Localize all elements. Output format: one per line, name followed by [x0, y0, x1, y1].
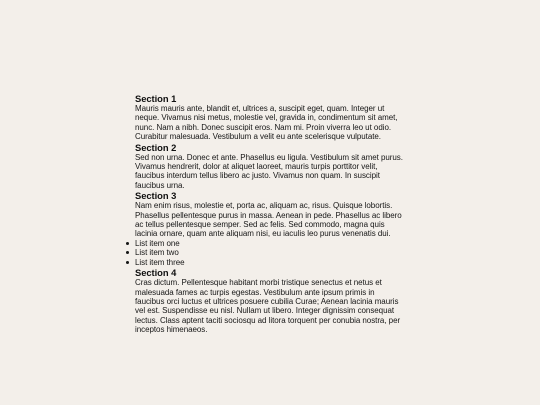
section-body-2: Sed non urna. Donec et ante. Phasellus eu ligula. Vestibulum sit amet purus. Vivamus hendrerit, dolor at aliquet laoreet, mauris turpis porttitor velit, faucibus interdum tellus libero ac justo. Vivamus non quam. In suscipit faucibus urna. [135, 152, 403, 190]
bullet-icon [126, 261, 129, 264]
list-item [135, 239, 405, 248]
section-heading-4: Section 4 [135, 267, 177, 279]
list-item [135, 248, 405, 257]
list-item-text: List item one [135, 238, 180, 248]
section-heading-2: Section 2 [135, 141, 177, 153]
list-item [135, 258, 405, 267]
list-item-text: List item three [135, 257, 185, 267]
section-body-4: Cras dictum. Pellentesque habitant morbi tristique senectus et netus et malesuada fames ac turpis egestas. Vestibulum ante ipsum primis in faucibus orci luctus et ultrices posuere cubilia Curae; Aenean lacinia mauris vel est. Suspendisse eu nisl. Nullam ut libero. Integer dignissim consequat lectus. Class aptent taciti sociosqu ad litora torquent per conubia nostra, per inceptos himenaeos. [135, 278, 401, 335]
section-heading-3: Section 3 [135, 190, 177, 202]
section-heading-1: Section 1 [135, 93, 177, 104]
list-item-text: List item two [135, 248, 179, 258]
bullet-icon [126, 251, 129, 254]
bullet-icon [126, 242, 129, 245]
bullet-list [135, 239, 405, 267]
document-body [135, 93, 405, 335]
section-body-1: Mauris mauris ante, blandit et, ultrices a, suscipit eget, quam. Integer ut neque. Vivamus nisi metus, molestie vel, gravida in, condimentum sit amet, nunc. Nam a nibh. Donec suscipit eros. Nam mi. Proin viverra leo ut odio. Curabitur malesuada. Vestibulum a velit eu ante scelerisque vulputate. [135, 104, 398, 142]
section-body-3: Nam enim risus, molestie et, porta ac, aliquam ac, risus. Quisque lobortis. Phasellus pellentesque purus in massa. Aenean in pede. Phasellus ac libero ac tellus pellentesque semper. Sed ac felis. Sed commodo, magna quis lacinia ornare, quam ante aliquam nisi, eu iaculis leo purus venenatis dui. [135, 201, 402, 239]
